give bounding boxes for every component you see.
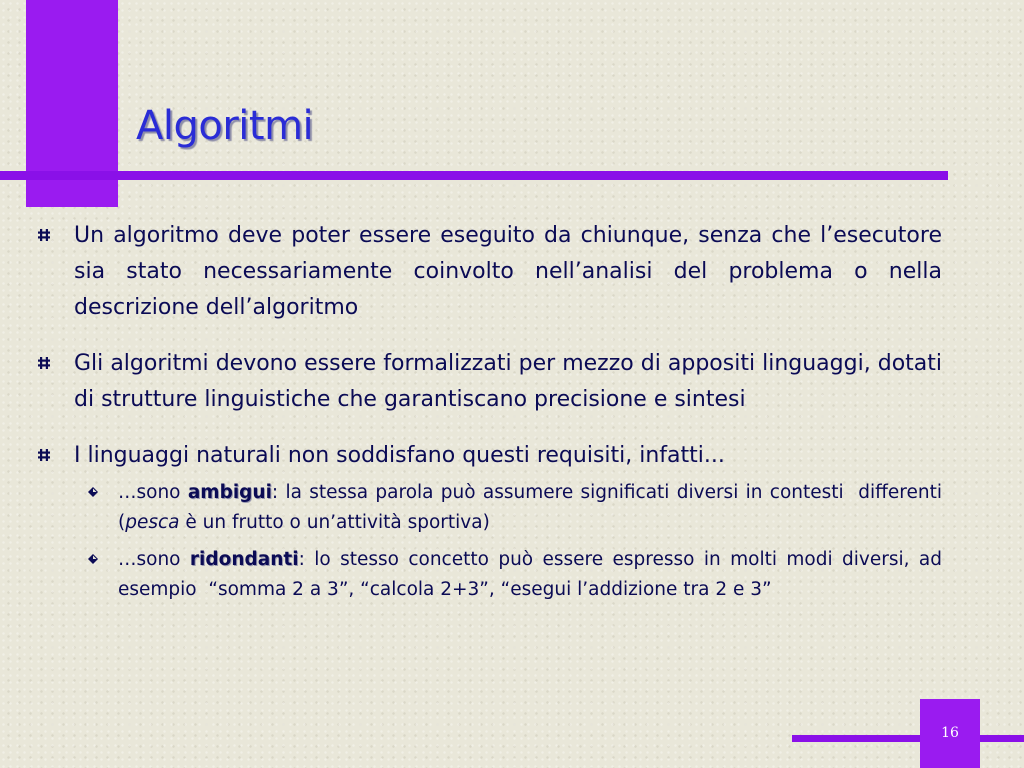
- square-hash-bullet-icon: [38, 229, 50, 241]
- bullet-text: Gli algoritmi devono essere formalizzati per mezzo di appositi linguaggi, dotati di strutture linguistiche che garantiscano precisione e sintesi: [74, 351, 942, 412]
- slide-title: Algoritmi: [136, 103, 314, 149]
- subbullet-prefix: …sono: [118, 482, 188, 503]
- subbullet-text: : la stessa parola può assumere significati diversi in contesti differenti (: [118, 482, 942, 533]
- subbullet-term: ambigui: [187, 482, 272, 503]
- subbullet-italic-word: pesca: [125, 512, 180, 533]
- title-underline-rule: [0, 171, 948, 180]
- page-number: 16: [941, 725, 959, 741]
- footer-rule: [792, 735, 1024, 742]
- square-hash-bullet-icon: [38, 357, 50, 369]
- bullet-text: I linguaggi naturali non soddisfano questi requisiti, infatti...: [74, 443, 725, 468]
- bullet-text: Un algoritmo deve poter essere eseguito da chiunque, senza che l’esecutore sia stato necessariamente coinvolto nell’analisi del problema o nella descrizione dell’algoritmo: [74, 223, 942, 320]
- bullet-item: [36, 218, 942, 326]
- diamond-bullet-icon: [88, 554, 98, 564]
- bullet-item: [36, 346, 942, 418]
- slide-body: [36, 218, 942, 612]
- subbullet-prefix: …sono: [118, 549, 190, 570]
- diamond-bullet-icon: [88, 487, 98, 497]
- bullet-item: [36, 438, 942, 474]
- square-hash-bullet-icon: [38, 449, 50, 461]
- subbullet-text-after: è un frutto o un’attività sportiva): [179, 512, 490, 533]
- subbullet-item: [36, 478, 942, 538]
- subbullet-term: ridondanti: [189, 549, 299, 570]
- subbullet-text: : lo stesso concetto può essere espresso in molti modi diversi, ad esempio “somma 2 a 3”, “calcola 2+3”, “esegui l’addizione tra 2 e 3”: [118, 549, 942, 600]
- subbullet-item: [36, 545, 942, 605]
